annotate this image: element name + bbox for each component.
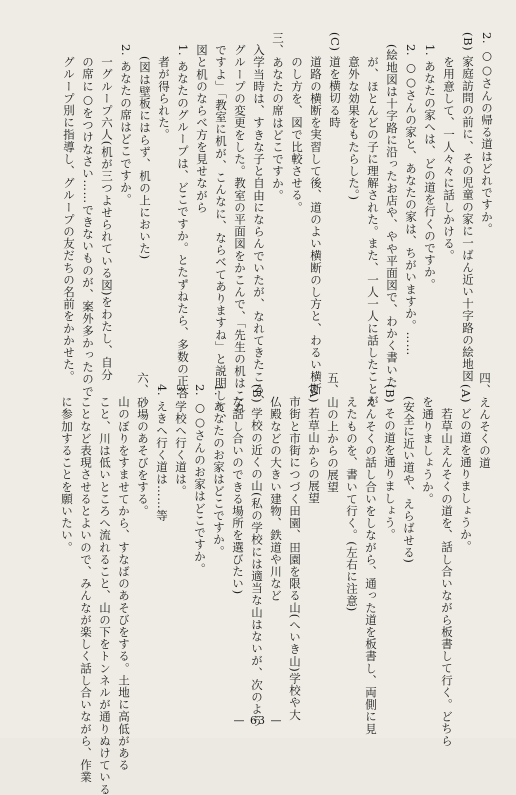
top-line-19: 者が得られた。 (157, 56, 171, 141)
top-line-7: が、ほとんどの子に理解された。また、一人一人に話したことが (366, 56, 380, 407)
bottom-line-15: 1. あなたのお家はどこですか。 (212, 384, 226, 558)
top-line-10: 道路の横断を実習して後、道のよい横断のし方と、わるい横断 (309, 56, 323, 395)
top-line-16: ですよ」「教室に机が、こんなに、ならべてありますね」と説明して、 (214, 44, 228, 426)
bottom-line-9: 五、山の上からの展望 (326, 372, 340, 493)
bottom-line-13: (B) 学校の近くの山(私の学校には適当な山はないが、次のよう (250, 384, 264, 728)
top-line-13: 三、あなたの席はどこですか。 (271, 32, 285, 202)
top-line-8: 意外な効果をもたらした。) (347, 56, 361, 201)
bottom-line-5: (安全に近い道や、えらばせる) (402, 396, 416, 564)
top-line-5: 2. ○○さんの家と、あなたの家は、ちがいますか。…… (404, 44, 418, 356)
top-line-17: 図と机のならべ方を見せながら (195, 44, 209, 214)
bottom-line-4: を通りましょうか。 (421, 396, 435, 505)
top-line-14: 入学当時は、すきな子と自由にならんでいたが、なれてきたころ、 (252, 44, 266, 407)
bottom-line-19: 六、砂場のあそびをする。 (136, 372, 150, 518)
bottom-line-10: (A) 若草山からの展望 (307, 384, 321, 505)
bottom-line-6: (B) その道を通りましょう。 (383, 384, 397, 541)
bottom-line-11: 市街と市街につづく田園、田園を限る山(へいき山)学校や大 (288, 396, 302, 721)
top-line-22: 一グループ六人(机が三つよせられている図)をわたし、自分 (100, 56, 114, 381)
bottom-line-20: 山のぼりをすませてから、すなばのあそびをする。土地に高低がある (117, 396, 131, 772)
top-line-3: を用意して、一人々々に話しかける。 (442, 56, 456, 262)
bottom-line-22: ことなど表現させるとよいので、みんなが楽しく話し合いながら、作業 (79, 396, 93, 784)
top-line-9: (C) 道を横切る時 (328, 32, 342, 129)
bottom-line-14: な話し合いのできる場所を選びたい) (231, 396, 245, 595)
top-line-24: グループ別に指導し、グループの友だちの名前をかかせた。 (62, 56, 76, 383)
bottom-line-2: (A) どの道を通りましょうか。 (459, 384, 473, 553)
bottom-line-3: 若草山えんそくの道を、話し合いながら板書して行く。どちら (440, 408, 454, 747)
bottom-line-18: 4. えきへ行く道は……等 (155, 384, 169, 522)
top-line-11: のし方を、図で比較させる。 (290, 56, 304, 214)
bottom-line-12: 仏殿などの大きい建物、鉄道や川など (269, 396, 283, 602)
bottom-line-17: 3. 学校へ行く道は。 (174, 384, 188, 498)
top-line-1: 2. ○○さんの帰る道はどれですか。 (480, 32, 494, 235)
top-line-23: の席に○をつけなさい……できないものが、案外多かったので (81, 56, 95, 398)
page-number: — 63 — (233, 714, 283, 727)
bottom-line-21: こと、川は低いところへ流れること、山の下をトンネルが通りぬけている (98, 396, 112, 795)
bottom-line-8: えたものを、書いて行く。(左右に注意) (345, 396, 359, 612)
bottom-line-7: えんそくの話し合いをしながら、通った道を板書し、両側に見 (364, 396, 378, 735)
bottom-line-23: に参加することを願いたい。 (60, 396, 74, 554)
top-line-4: 1. あなたの家へは、どの道を行くのですか。 (423, 44, 437, 291)
top-line-15: グループの変更をした。教室の平面図をかこんで、「先生の机はこれ (233, 44, 247, 414)
top-line-18: 1. あなたのグループは、どこですか。とたずねたら、多数の正答 (176, 44, 190, 400)
bottom-line-16: 2. ○○さんのお家はどこですか。 (193, 384, 207, 575)
top-line-6: (絵地図は十字路に沿ったお店や、やや平面図で、わかく書いた (385, 44, 399, 388)
top-line-20: (図は壁板にはらず、机の上においた) (138, 56, 152, 260)
bottom-line-1: 四、えんそくの道 (478, 372, 492, 469)
top-line-21: 2. あなたの席はどこですか。 (119, 44, 133, 206)
top-line-2: (B) 家庭訪問の前に、その児童の家に一ばん近い十字路の絵地図 (461, 32, 475, 383)
